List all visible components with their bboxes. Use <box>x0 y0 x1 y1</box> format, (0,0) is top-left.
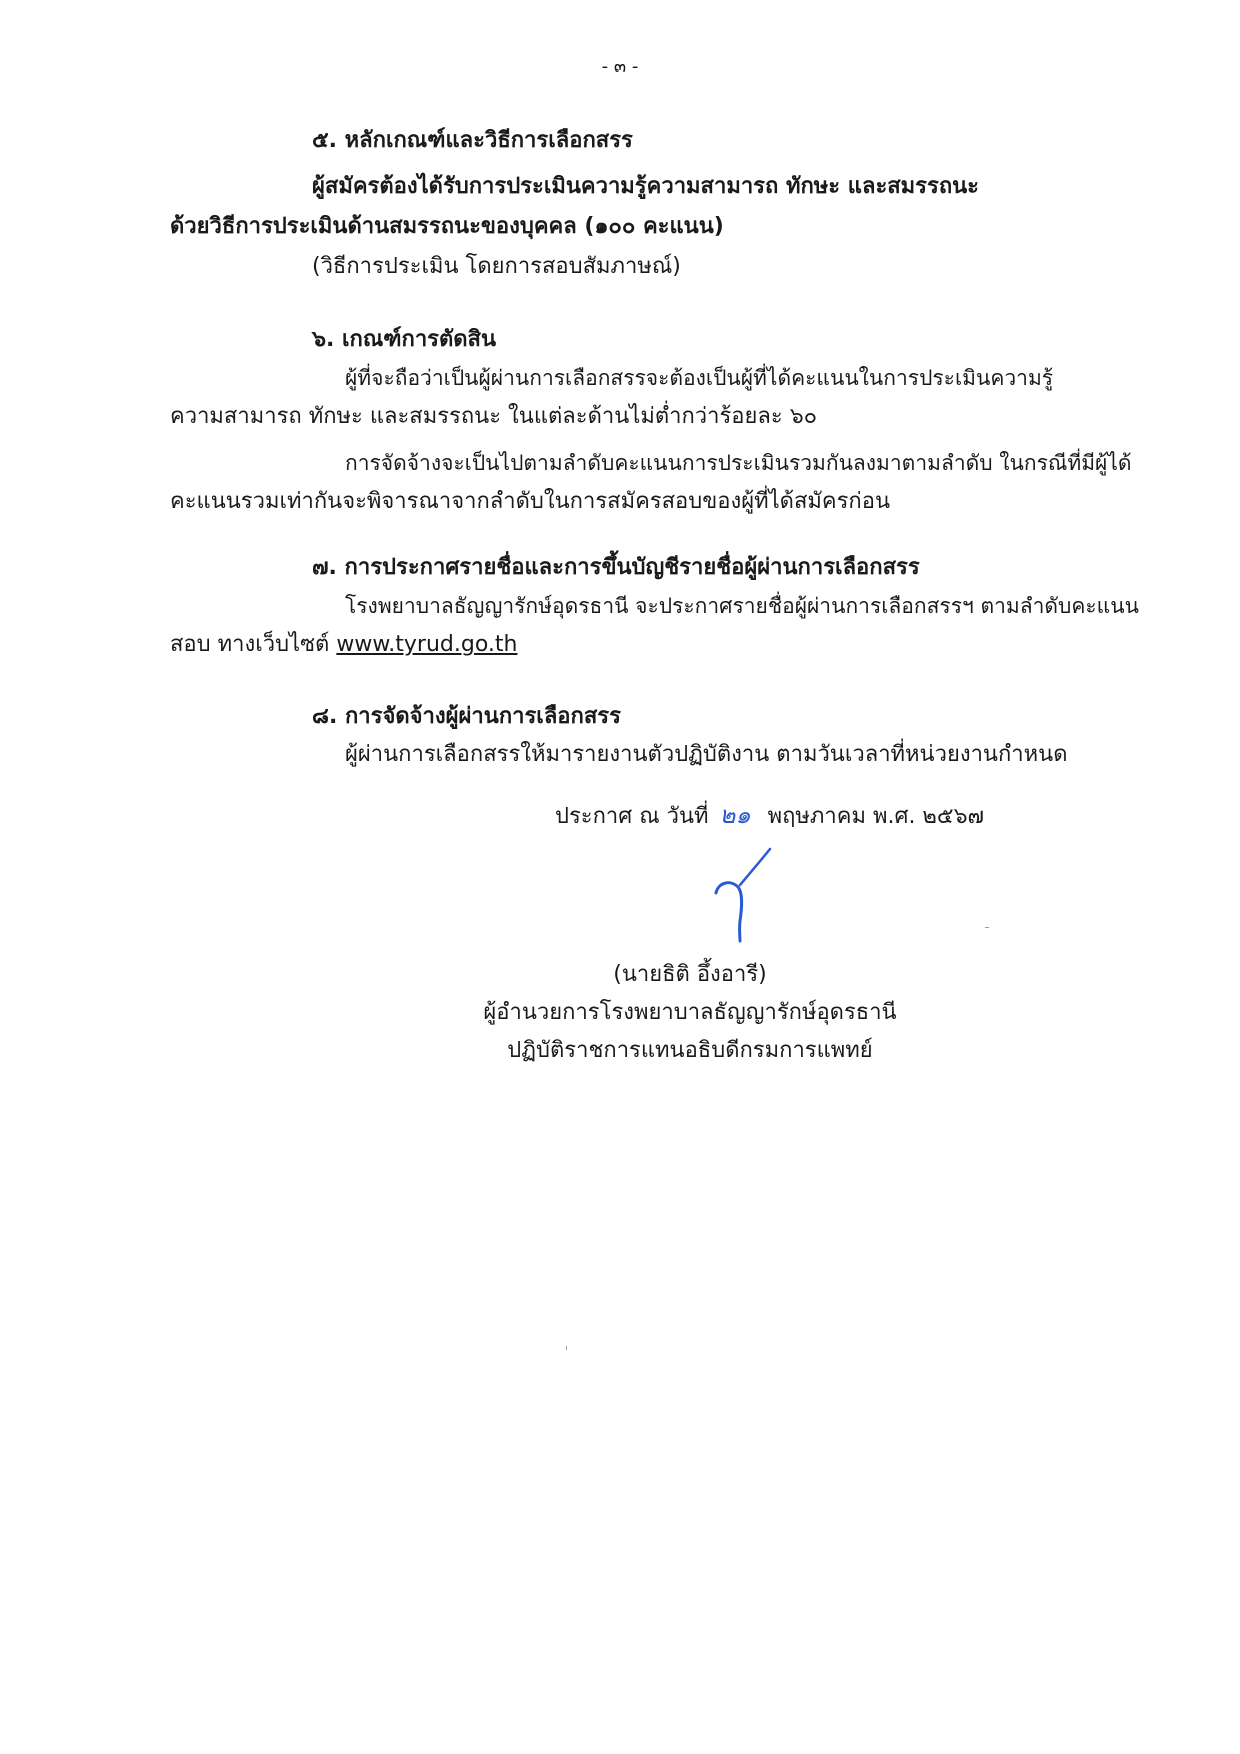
signatory-position-1: ผู้อำนวยการโรงพยาบาลธัญญารักษ์อุดรธานี <box>483 1000 897 1025</box>
scan-speck <box>566 1346 567 1350</box>
announcement-date <box>555 800 984 832</box>
announcement-prefix: ประกาศ ณ วันที่ <box>555 804 709 829</box>
page-number: - ๓ - <box>601 56 639 77</box>
signature-image <box>710 845 790 945</box>
section-5-heading: ๕. หลักเกณฑ์และวิธีการเลือกสรร <box>312 128 633 153</box>
section-6-para-1-line-2: ความสามารถ ทักษะ และสมรรถนะ ในแต่ละด้านไม่ต่ำกว่าร้อยละ ๖๐ <box>170 404 818 429</box>
section-5-line-1: ผู้สมัครต้องได้รับการประเมินความรู้ความสามารถ ทักษะ และสมรรถนะ <box>312 174 979 199</box>
section-6-heading: ๖. เกณฑ์การตัดสิน <box>312 327 497 352</box>
section-7-line-2-prefix: สอบ ทางเว็บไซต์ <box>170 632 330 657</box>
section-6-para-2-line-1: การจัดจ้างจะเป็นไปตามลำดับคะแนนการประเมินรวมกันลงมาตามลำดับ ในกรณีที่มีผู้ได้ <box>345 451 1132 475</box>
website-link[interactable]: www.tyrud.go.th <box>336 632 518 657</box>
section-7-heading: ๗. การประกาศรายชื่อและการขึ้นบัญชีรายชื่อผู้ผ่านการเลือกสรร <box>312 555 920 580</box>
scan-speck <box>985 927 989 928</box>
section-6-para-1-line-1: ผู้ที่จะถือว่าเป็นผู้ผ่านการเลือกสรรจะต้องเป็นผู้ที่ได้คะแนนในการประเมินความรู้ <box>345 366 1054 390</box>
section-8-heading: ๘. การจัดจ้างผู้ผ่านการเลือกสรร <box>312 704 621 729</box>
signatory-position-2: ปฏิบัติราชการแทนอธิบดีกรมการแพทย์ <box>507 1038 873 1063</box>
announcement-month-year: พฤษภาคม พ.ศ. ๒๕๖๗ <box>767 804 985 829</box>
section-7-line-2 <box>170 630 517 660</box>
section-6-para-2-line-2: คะแนนรวมเท่ากันจะพิจารณาจากลำดับในการสมัครสอบของผู้ที่ได้สมัครก่อน <box>170 489 890 514</box>
handwritten-day: ๒๑ <box>719 801 751 829</box>
section-5-line-3: (วิธีการประเมิน โดยการสอบสัมภาษณ์) <box>312 254 681 279</box>
signatory-name: (นายธิติ อึ้งอารี) <box>613 962 767 987</box>
section-5-line-2: ด้วยวิธีการประเมินด้านสมรรถนะของบุคคล (๑๐๐ คะแนน) <box>170 214 724 239</box>
section-8-line-1: ผู้ผ่านการเลือกสรรให้มารายงานตัวปฏิบัติงาน ตามวันเวลาที่หน่วยงานกำหนด <box>345 742 1068 767</box>
section-7-line-1: โรงพยาบาลธัญญารักษ์อุดรธานี จะประกาศรายชื่อผู้ผ่านการเลือกสรรฯ ตามลำดับคะแนน <box>345 594 1139 618</box>
